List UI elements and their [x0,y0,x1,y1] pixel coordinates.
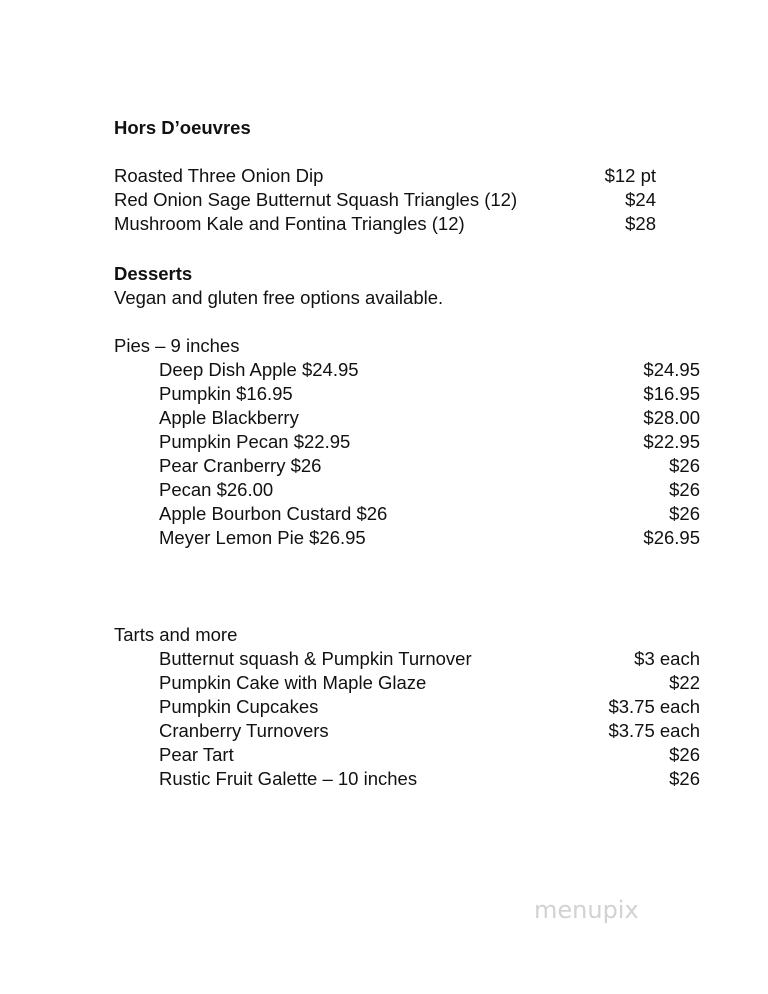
pies-heading: Pies – 9 inches [114,335,240,356]
item-name: Apple Blackberry [159,407,299,428]
item-name: Pumpkin Pecan $22.95 [159,431,351,452]
item-price: $22 [669,672,700,693]
menu-item [159,382,700,406]
item-price: $26.95 [643,527,700,548]
item-price: $26 [669,744,700,765]
item-price: $28 [625,213,656,234]
menu-item [159,454,700,478]
item-name: Pear Cranberry $26 [159,455,322,476]
menupix-watermark: menupix [534,896,639,924]
menu-item [159,767,700,791]
item-name: Red Onion Sage Butternut Squash Triangles (12) [114,189,518,210]
item-price: $12 pt [604,165,656,186]
item-price: $3.75 each [608,696,700,717]
menu-item [159,526,700,550]
item-name: Meyer Lemon Pie $26.95 [159,527,366,548]
desserts-heading: Desserts [114,263,193,284]
item-price: $26 [669,503,700,524]
menu-item [159,406,700,430]
item-name: Pumpkin Cake with Maple Glaze [159,672,427,693]
menu-item [159,502,700,526]
menu-item [159,647,700,671]
item-name: Pumpkin Cupcakes [159,696,319,717]
item-name: Pecan $26.00 [159,479,274,500]
item-name: Deep Dish Apple $24.95 [159,359,359,380]
item-price: $28.00 [643,407,700,428]
hors-heading: Hors D’oeuvres [114,117,251,138]
menu-item [159,695,700,719]
item-price: $24 [625,189,656,210]
menu-item [159,478,700,502]
tarts-heading: Tarts and more [114,624,238,645]
item-price: $26 [669,768,700,789]
item-name: Mushroom Kale and Fontina Triangles (12) [114,213,465,234]
item-name: Pumpkin $16.95 [159,383,293,404]
menu-item [159,743,700,767]
item-price: $16.95 [643,383,700,404]
menu-item [159,719,700,743]
item-name: Butternut squash & Pumpkin Turnover [159,648,472,669]
item-name: Apple Bourbon Custard $26 [159,503,388,524]
item-name: Roasted Three Onion Dip [114,165,324,186]
item-price: $24.95 [643,359,700,380]
menu-item [159,671,700,695]
menu-item [114,164,656,188]
item-name: Rustic Fruit Galette – 10 inches [159,768,418,789]
menu-item [159,358,700,382]
item-price: $26 [669,479,700,500]
item-name: Cranberry Turnovers [159,720,329,741]
item-price: $3 each [634,648,700,669]
menu-item [159,430,700,454]
item-name: Pear Tart [159,744,234,765]
menu-item [114,212,656,236]
menu-item [114,188,656,212]
item-price: $3.75 each [608,720,700,741]
item-price: $26 [669,455,700,476]
item-price: $22.95 [643,431,700,452]
desserts-note: Vegan and gluten free options available. [114,287,444,308]
